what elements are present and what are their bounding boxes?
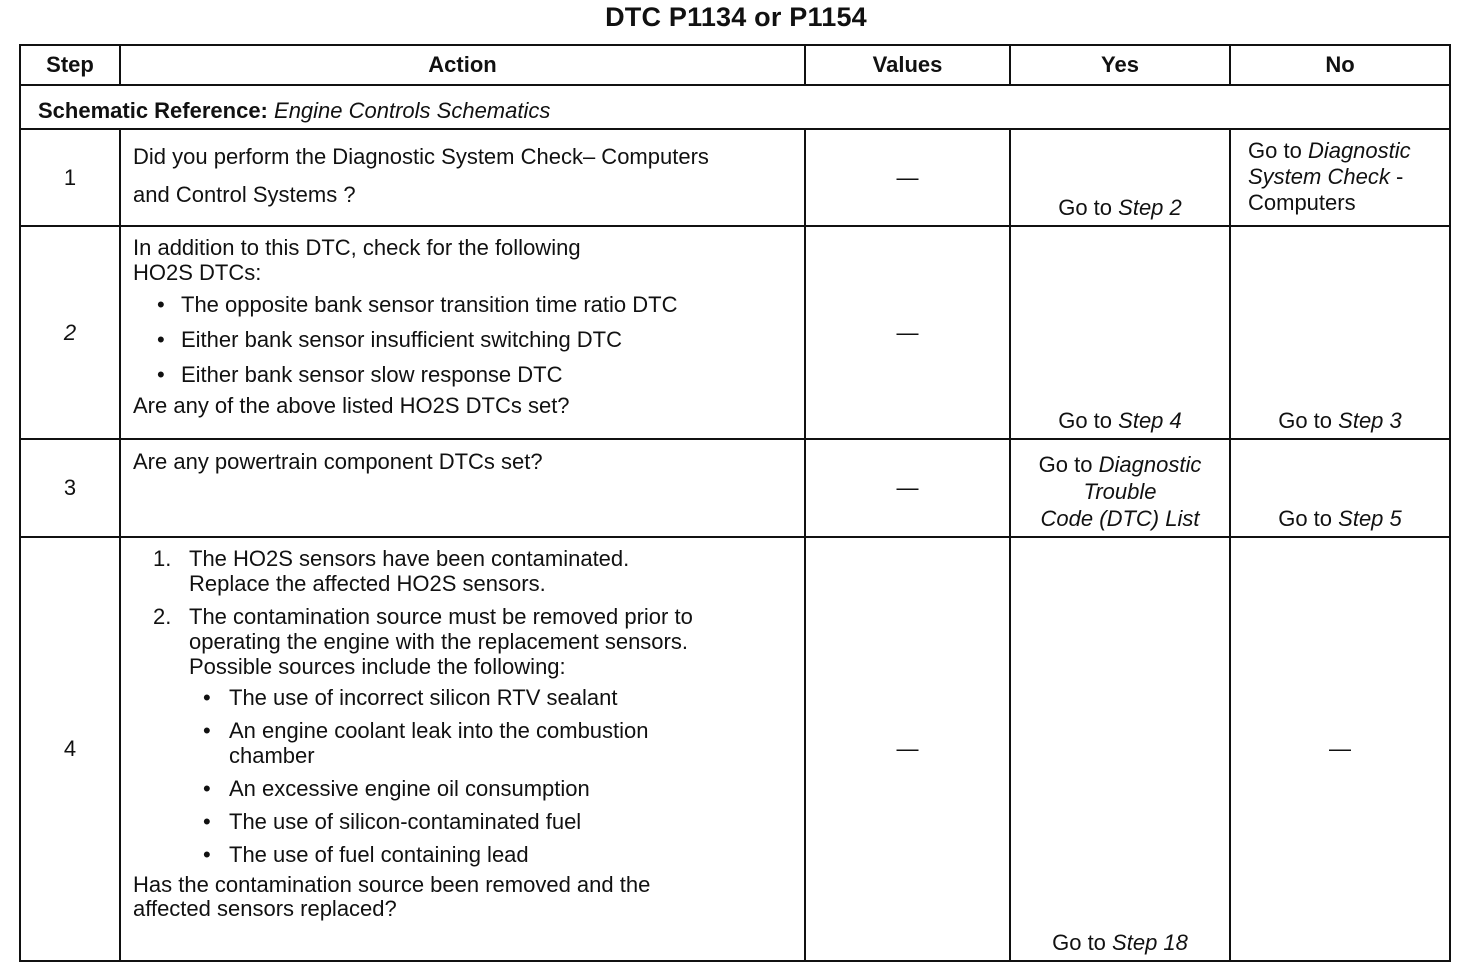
no-prefix: Go to — [1248, 138, 1302, 163]
table-row — [20, 226, 1450, 439]
list-number: 2. — [153, 604, 172, 629]
step-number: 3 — [20, 439, 120, 537]
action-bullet-list — [133, 291, 794, 388]
action-text: and Control Systems — [133, 182, 338, 207]
no-diagnostic-link[interactable]: Diagnostic — [1307, 138, 1411, 163]
action-cell — [120, 439, 805, 537]
action-text: The HO2S sensors have been contaminated. — [189, 546, 630, 571]
yes-step-link[interactable]: Step 2 — [1118, 195, 1182, 220]
yes-prefix: Go to — [1038, 452, 1093, 477]
action-question: affected sensors replaced? — [133, 896, 397, 921]
no-step-link[interactable]: Step 5 — [1338, 506, 1402, 531]
yes-step-link[interactable]: Step 18 — [1112, 930, 1188, 955]
list-item: • Either bank sensor insufficient switching DTC — [133, 326, 794, 353]
yes-cell — [1010, 537, 1230, 961]
list-item: • An excessive engine oil consumption — [189, 776, 794, 801]
list-item: • The use of silicon-contaminated fuel — [189, 809, 794, 834]
action-cell — [120, 537, 805, 961]
action-question: Are any powertrain component DTCs set? — [133, 449, 543, 474]
action-text: operating the engine with the replacement sensors. — [189, 629, 688, 654]
values-cell: — — [805, 129, 1010, 226]
yes-prefix: Go to — [1058, 195, 1113, 220]
action-text: ? — [343, 182, 356, 207]
header-action: Action — [120, 45, 805, 85]
list-item: • The use of fuel containing lead — [189, 842, 794, 867]
list-item — [133, 546, 794, 596]
action-cell — [120, 129, 805, 226]
no-cell — [1230, 129, 1450, 226]
header-values: Values — [805, 45, 1010, 85]
header-yes: Yes — [1010, 45, 1230, 85]
yes-prefix: Go to — [1052, 930, 1106, 955]
list-number: 1. — [153, 546, 172, 571]
yes-cell — [1010, 226, 1230, 439]
no-text: Computers — [1248, 190, 1356, 215]
header-no: No — [1230, 45, 1450, 85]
schematic-reference-label: Schematic Reference: — [38, 98, 268, 123]
list-item: • Either bank sensor slow response DTC — [133, 361, 794, 388]
diagnostic-table — [19, 44, 1451, 962]
page-title: DTC P1134 or P1154 — [605, 2, 867, 32]
step-number: 4 — [20, 537, 120, 961]
action-text: In addition to this DTC, check for the following — [133, 235, 581, 260]
yes-cell — [1010, 129, 1230, 226]
yes-dtc-list-link[interactable]: Trouble — [1083, 479, 1157, 504]
no-cell: — — [1230, 537, 1450, 961]
yes-cell — [1010, 439, 1230, 537]
no-prefix: Go to — [1278, 506, 1333, 531]
no-cell — [1230, 226, 1450, 439]
action-text: Did you perform the Diagnostic System Check– Computers — [133, 144, 709, 169]
action-question: Has the contamination source been removed and the — [133, 872, 651, 897]
header-step: Step — [20, 45, 120, 85]
table-header-row — [20, 45, 1450, 85]
action-bullet-list — [189, 685, 794, 867]
yes-step-link[interactable]: Step 4 — [1118, 408, 1182, 433]
no-step-link[interactable]: Step 3 — [1338, 408, 1402, 433]
step-number: 2 — [20, 226, 120, 439]
schematic-reference-row — [20, 85, 1450, 129]
table-row — [20, 129, 1450, 226]
no-cell — [1230, 439, 1450, 537]
schematic-reference — [20, 85, 1450, 129]
values-cell: — — [805, 439, 1010, 537]
schematic-reference-link[interactable]: Engine Controls Schematics — [274, 98, 551, 123]
action-text: Replace the affected HO2S sensors. — [189, 571, 546, 596]
list-item: • The opposite bank sensor transition time ratio DTC — [133, 291, 794, 318]
action-text: Possible sources include the following: — [189, 654, 566, 679]
yes-dtc-list-link[interactable]: Diagnostic — [1098, 452, 1202, 477]
action-text: HO2S DTCs: — [133, 260, 262, 285]
action-numbered-list — [133, 546, 794, 867]
step-number: 1 — [20, 129, 120, 226]
yes-prefix: Go to — [1058, 408, 1113, 433]
action-cell — [120, 226, 805, 439]
values-cell: — — [805, 226, 1010, 439]
list-item: • An engine coolant leak into the combustion chamber — [189, 718, 794, 768]
list-item: • The use of incorrect silicon RTV sealant — [189, 685, 794, 710]
list-item — [133, 604, 794, 867]
no-suffix: - — [1395, 164, 1404, 189]
values-cell: — — [805, 537, 1010, 961]
action-question: Are any of the above listed HO2S DTCs set? — [133, 393, 570, 418]
action-text: The contamination source must be removed prior to — [189, 604, 693, 629]
no-diagnostic-link[interactable]: System Check — [1248, 164, 1390, 189]
no-prefix: Go to — [1278, 408, 1333, 433]
yes-dtc-list-link[interactable]: Code (DTC) List — [1040, 506, 1200, 531]
table-row — [20, 537, 1450, 961]
table-row — [20, 439, 1450, 537]
